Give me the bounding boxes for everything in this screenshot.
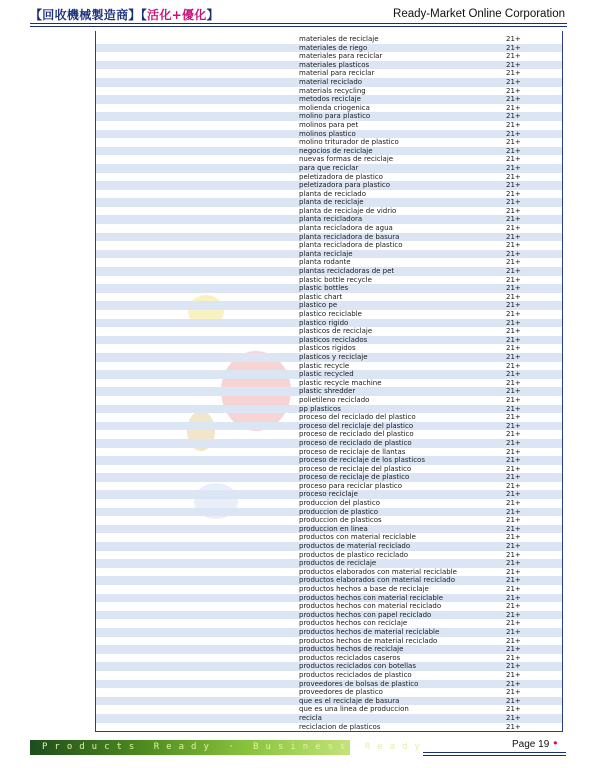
keyword-cell: plastico rigido (299, 318, 349, 327)
table-row (96, 173, 562, 182)
table-row (96, 688, 562, 697)
keyword-cell: para que reciclar (299, 163, 359, 172)
keyword-cell: productos de reciclaje (299, 559, 377, 568)
table-row (96, 568, 562, 577)
value-cell: 21+ (506, 120, 521, 129)
keyword-cell: molino para plastico (299, 112, 371, 121)
keyword-cell: productos reciclados caseros (299, 653, 401, 662)
value-cell: 21+ (506, 636, 521, 645)
table-row (96, 258, 562, 267)
value-cell: 21+ (506, 610, 521, 619)
keyword-cell: planta recicladora de agua (299, 224, 393, 233)
value-cell: 21+ (506, 585, 521, 593)
table-row (96, 155, 562, 164)
table-row (96, 533, 562, 542)
value-cell: 21+ (506, 352, 521, 361)
value-cell: 21+ (506, 86, 521, 95)
value-cell: 21+ (506, 516, 521, 525)
keyword-cell: materials recycling (299, 86, 366, 95)
table-row (96, 310, 562, 319)
value-cell: 21+ (506, 43, 521, 52)
keyword-cell: proceso para reciclar plastico (299, 481, 403, 490)
value-cell: 21+ (506, 292, 521, 301)
keyword-cell: que es el reciclaje de basura (299, 696, 400, 705)
keyword-cell: proceso de reciclaje de llantas (299, 447, 406, 456)
keyword-cell: plasticos de reciclaje (299, 327, 373, 336)
table-row (96, 551, 562, 560)
value-cell: 21+ (506, 112, 521, 121)
keyword-cell: materiales para reciclar (299, 52, 383, 61)
table-row (96, 645, 562, 654)
value-cell: 21+ (506, 499, 521, 508)
keyword-cell: productos reciclados con botellas (299, 662, 416, 671)
value-cell: 21+ (506, 688, 521, 697)
value-cell: 21+ (506, 172, 521, 181)
value-cell: 21+ (506, 507, 521, 516)
keyword-cell: planta rodante (299, 258, 351, 267)
value-cell: 21+ (506, 103, 521, 112)
page-label: Page 19 (512, 739, 550, 750)
page-number (512, 736, 557, 750)
keyword-cell: materiales plasticos (299, 60, 370, 69)
table-row (96, 69, 562, 78)
keyword-cell: material reciclado (299, 77, 363, 86)
table-row (96, 680, 562, 689)
table-row (96, 87, 562, 96)
keyword-cell: productos de material reciclado (299, 542, 411, 551)
keyword-cell: recicla (299, 713, 322, 722)
keyword-cell: proveedores de plastico (299, 688, 383, 697)
keyword-cell: plastic bottles (299, 284, 349, 293)
table-row (96, 456, 562, 465)
value-cell: 21+ (506, 361, 521, 370)
keyword-cell: molinos para pet (299, 120, 359, 129)
table-row (96, 284, 562, 293)
value-cell: 21+ (506, 550, 521, 559)
value-cell: 21+ (506, 77, 521, 86)
keyword-cell: planta reciclaje (299, 249, 353, 258)
keyword-cell: que es una linea de produccion (299, 705, 409, 714)
keyword-cell: metodos reciclaje (299, 95, 361, 104)
value-cell: 21+ (506, 490, 521, 499)
table-row (96, 379, 562, 388)
value-cell: 21+ (506, 619, 521, 628)
keyword-cell: produccion del plastico (299, 499, 380, 508)
keyword-cell: productos hechos con material reciclable (299, 593, 444, 602)
value-cell: 21+ (506, 60, 521, 69)
table-row (96, 233, 562, 242)
value-cell: 21+ (506, 421, 521, 430)
table-row (96, 138, 562, 147)
footer-rule (423, 752, 566, 753)
table-row (96, 267, 562, 276)
keyword-cell: reciclacion de plasticos (299, 722, 381, 731)
brand-title (30, 6, 219, 23)
table-row (96, 387, 562, 396)
value-cell: 21+ (506, 542, 521, 551)
table-row (96, 714, 562, 723)
value-cell: 21+ (506, 438, 521, 447)
keyword-cell: proceso de reciclaje de los plasticos (299, 456, 425, 465)
value-cell: 21+ (506, 447, 521, 456)
table-row (96, 198, 562, 207)
keyword-cell: plastic recycled (299, 370, 354, 379)
table-row (96, 250, 562, 259)
table-row (96, 697, 562, 706)
table-row (96, 301, 562, 310)
value-cell: 21+ (506, 335, 521, 344)
keyword-cell: productos elaborados con material reciclable (299, 567, 457, 576)
value-cell: 21+ (506, 232, 521, 241)
keyword-table (95, 31, 563, 732)
table-row (96, 422, 562, 431)
keyword-cell: productos hechos con reciclaje (299, 619, 408, 628)
value-cell: 21+ (506, 206, 521, 215)
keyword-cell: plastic recycle machine (299, 378, 382, 387)
keyword-cell: proceso de reciclado de plastico (299, 438, 412, 447)
table-row (96, 130, 562, 139)
table-row (96, 327, 562, 336)
keyword-cell: proveedores de bolsas de plastico (299, 679, 419, 688)
table-row (96, 276, 562, 285)
value-cell: 21+ (506, 481, 521, 490)
value-cell: 21+ (506, 163, 521, 172)
value-cell: 21+ (506, 567, 521, 576)
table-row (96, 654, 562, 663)
keyword-cell: plasticos y reciclaje (299, 352, 368, 361)
value-cell: 21+ (506, 138, 521, 147)
table-row (96, 319, 562, 328)
table-row (96, 602, 562, 611)
value-cell: 21+ (506, 559, 521, 568)
value-cell: 21+ (506, 69, 521, 78)
value-cell: 21+ (506, 627, 521, 636)
keyword-cell: nuevas formas de reciclaje (299, 155, 394, 164)
value-cell: 21+ (506, 267, 521, 276)
value-cell: 21+ (506, 602, 521, 611)
keyword-cell: productos reciclados de plastico (299, 670, 412, 679)
table-row (96, 344, 562, 353)
table-row (96, 723, 562, 732)
table-row (96, 430, 562, 439)
table-row (96, 112, 562, 121)
header-rule (30, 23, 567, 24)
table-row (96, 619, 562, 628)
brand-suffix: 】 (206, 8, 219, 22)
table-row (96, 576, 562, 585)
table-row (96, 190, 562, 199)
value-cell: 21+ (506, 327, 521, 336)
value-cell: 21+ (506, 189, 521, 198)
value-cell: 21+ (506, 284, 521, 293)
keyword-cell: proceso del reciclado del plastico (299, 413, 416, 422)
keyword-cell: proceso del reciclaje del plastico (299, 421, 414, 430)
value-cell: 21+ (506, 318, 521, 327)
keyword-cell: proceso reciclaje (299, 490, 358, 499)
footer-tagline: Products Ready · Business Ready (42, 742, 427, 752)
keyword-cell: productos con material reciclable (299, 533, 416, 542)
value-cell: 21+ (506, 215, 521, 224)
value-cell: 21+ (506, 404, 521, 413)
keyword-cell: plasticos rigidos (299, 344, 356, 353)
keyword-cell: plastic bottle recycle (299, 275, 372, 284)
value-cell: 21+ (506, 275, 521, 284)
table-row (96, 147, 562, 156)
keyword-cell: peletizadora para plastico (299, 181, 391, 190)
table-row (96, 52, 562, 61)
value-cell: 21+ (506, 533, 521, 542)
value-cell: 21+ (506, 370, 521, 379)
table-row (96, 241, 562, 250)
value-cell: 21+ (506, 645, 521, 654)
value-cell: 21+ (506, 653, 521, 662)
table-row (96, 78, 562, 87)
table-row (96, 224, 562, 233)
table-row (96, 628, 562, 637)
table-row (96, 396, 562, 405)
keyword-cell: productos hechos de material reciclado (299, 636, 438, 645)
value-cell: 21+ (506, 344, 521, 353)
table-row (96, 44, 562, 53)
keyword-cell: plastico pe (299, 301, 338, 310)
keyword-cell: material para reciclar (299, 69, 375, 78)
keyword-cell: planta de reciclaje (299, 198, 364, 207)
value-cell: 21+ (506, 35, 521, 43)
value-cell: 21+ (506, 258, 521, 267)
table-row (96, 499, 562, 508)
value-cell: 21+ (506, 413, 521, 422)
value-cell: 21+ (506, 722, 521, 731)
value-cell: 21+ (506, 378, 521, 387)
keyword-cell: planta recicladora (299, 215, 363, 224)
table-row (96, 585, 562, 594)
page-bullet: • (553, 736, 558, 750)
keyword-cell: peletizadora de plastico (299, 172, 383, 181)
table-row (96, 482, 562, 491)
keyword-cell: molienda criogenica (299, 103, 370, 112)
table-row (96, 439, 562, 448)
keyword-cell: molinos plastico (299, 129, 356, 138)
table-row (96, 405, 562, 414)
keyword-cell: productos de plastico reciclado (299, 550, 409, 559)
table-row (96, 662, 562, 671)
table-row (96, 164, 562, 173)
table-row (96, 207, 562, 216)
keyword-rows (96, 35, 562, 731)
keyword-cell: plastic recycle (299, 361, 350, 370)
table-row (96, 181, 562, 190)
table-row (96, 61, 562, 70)
table-row (96, 465, 562, 474)
keyword-cell: planta recicladora de plastico (299, 241, 403, 250)
keyword-cell: materiales de riego (299, 43, 368, 52)
table-row (96, 559, 562, 568)
table-row (96, 293, 562, 302)
keyword-cell: plastic chart (299, 292, 343, 301)
value-cell: 21+ (506, 241, 521, 250)
table-row (96, 353, 562, 362)
value-cell: 21+ (506, 524, 521, 533)
value-cell: 21+ (506, 395, 521, 404)
value-cell: 21+ (506, 129, 521, 138)
keyword-cell: molino triturador de plastico (299, 138, 399, 147)
value-cell: 21+ (506, 224, 521, 233)
value-cell: 21+ (506, 705, 521, 714)
table-row (96, 611, 562, 620)
value-cell: 21+ (506, 679, 521, 688)
table-row (96, 705, 562, 714)
table-row (96, 121, 562, 130)
table-row (96, 542, 562, 551)
keyword-cell: productos hechos con papel reciclado (299, 610, 432, 619)
value-cell: 21+ (506, 155, 521, 164)
value-cell: 21+ (506, 430, 521, 439)
value-cell: 21+ (506, 181, 521, 190)
table-row (96, 473, 562, 482)
keyword-cell: plasticos reciclados (299, 335, 368, 344)
value-cell: 21+ (506, 576, 521, 585)
keyword-cell: produccion en linea (299, 524, 368, 533)
keyword-cell: productos hechos a base de reciclaje (299, 585, 429, 593)
value-cell: 21+ (506, 95, 521, 104)
keyword-cell: produccion de plastico (299, 507, 379, 516)
table-row (96, 525, 562, 534)
value-cell: 21+ (506, 593, 521, 602)
table-row (96, 35, 562, 44)
keyword-cell: pp plasticos (299, 404, 341, 413)
value-cell: 21+ (506, 670, 521, 679)
company-name: Ready-Market Online Corporation (393, 8, 565, 20)
keyword-cell: proceso de reciclaje de plastico (299, 473, 410, 482)
table-row (96, 215, 562, 224)
keyword-cell: productos hechos de material reciclable (299, 627, 440, 636)
value-cell: 21+ (506, 473, 521, 482)
keyword-cell: negocios de reciclaje (299, 146, 373, 155)
keyword-cell: plantas recicladoras de pet (299, 267, 395, 276)
table-row (96, 508, 562, 517)
keyword-cell: produccion de plasticos (299, 516, 382, 525)
table-row (96, 95, 562, 104)
keyword-cell: planta recicladora de basura (299, 232, 400, 241)
header-rule (30, 26, 567, 27)
table-row (96, 637, 562, 646)
value-cell: 21+ (506, 310, 521, 318)
table-row (96, 490, 562, 499)
table-row (96, 336, 562, 345)
value-cell: 21+ (506, 696, 521, 705)
table-row (96, 516, 562, 525)
value-cell: 21+ (506, 464, 521, 473)
keyword-cell: planta de reciclado (299, 189, 366, 198)
value-cell: 21+ (506, 52, 521, 61)
footer-rule (423, 755, 566, 756)
keyword-cell: plastic shredder (299, 387, 356, 396)
value-cell: 21+ (506, 146, 521, 155)
brand-prefix: 【回收機械製造商】【 (30, 8, 148, 22)
keyword-cell: planta de reciclaje de vidrio (299, 206, 397, 215)
keyword-cell: polietileno reciclado (299, 395, 370, 404)
value-cell: 21+ (506, 198, 521, 207)
table-row (96, 671, 562, 680)
value-cell: 21+ (506, 301, 521, 310)
table-row (96, 362, 562, 371)
keyword-cell: productos elaborados con material reciclado (299, 576, 455, 585)
table-row (96, 370, 562, 379)
keyword-cell: productos hechos de reciclaje (299, 645, 404, 654)
value-cell: 21+ (506, 662, 521, 671)
table-row (96, 594, 562, 603)
value-cell: 21+ (506, 713, 521, 722)
page-header (0, 0, 600, 30)
keyword-cell: plastico reciclable (299, 310, 362, 318)
keyword-cell: proceso de reciclaje del plastico (299, 464, 412, 473)
keyword-cell: productos hechos con material reciclado (299, 602, 442, 611)
value-cell: 21+ (506, 456, 521, 465)
table-row (96, 413, 562, 422)
value-cell: 21+ (506, 249, 521, 258)
table-row (96, 104, 562, 113)
brand-highlight: 活化+優化 (147, 8, 207, 22)
table-row (96, 448, 562, 457)
keyword-cell: materiales de reciclaje (299, 35, 379, 43)
value-cell: 21+ (506, 387, 521, 396)
keyword-cell: proceso de reciclado del plastico (299, 430, 414, 439)
